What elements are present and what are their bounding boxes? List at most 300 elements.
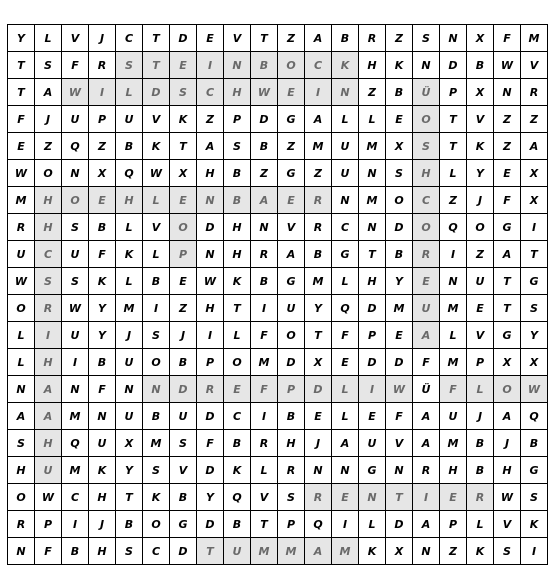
letter-cell[interactable]: A — [35, 79, 62, 106]
letter-cell[interactable]: M — [440, 430, 467, 457]
letter-cell[interactable]: S — [521, 295, 548, 322]
letter-cell[interactable]: P — [35, 511, 62, 538]
letter-cell[interactable]: T — [8, 79, 35, 106]
letter-cell[interactable]: K — [224, 457, 251, 484]
letter-cell[interactable]: M — [386, 295, 413, 322]
letter-cell[interactable]: M — [359, 133, 386, 160]
letter-cell[interactable]: I — [440, 241, 467, 268]
letter-cell[interactable]: O — [494, 376, 521, 403]
letter-cell[interactable]: A — [494, 403, 521, 430]
letter-cell[interactable]: H — [35, 430, 62, 457]
letter-cell[interactable]: D — [386, 349, 413, 376]
letter-cell[interactable]: Z — [278, 133, 305, 160]
letter-cell[interactable]: N — [116, 376, 143, 403]
letter-cell[interactable]: C — [224, 403, 251, 430]
letter-cell[interactable]: A — [278, 241, 305, 268]
letter-cell[interactable]: S — [413, 133, 440, 160]
letter-cell[interactable]: I — [413, 484, 440, 511]
letter-cell[interactable]: U — [116, 349, 143, 376]
letter-cell[interactable]: T — [494, 295, 521, 322]
letter-cell[interactable]: B — [251, 268, 278, 295]
letter-cell[interactable]: T — [143, 52, 170, 79]
letter-cell[interactable]: O — [35, 160, 62, 187]
letter-cell[interactable]: U — [116, 403, 143, 430]
letter-cell[interactable]: U — [467, 268, 494, 295]
letter-cell[interactable]: E — [440, 484, 467, 511]
letter-cell[interactable]: I — [521, 538, 548, 565]
letter-cell[interactable]: S — [521, 484, 548, 511]
letter-cell[interactable]: T — [251, 511, 278, 538]
letter-cell[interactable]: R — [305, 187, 332, 214]
letter-cell[interactable]: X — [386, 133, 413, 160]
letter-cell[interactable]: B — [89, 349, 116, 376]
letter-cell[interactable]: U — [62, 322, 89, 349]
letter-cell[interactable]: H — [89, 484, 116, 511]
letter-cell[interactable]: U — [62, 241, 89, 268]
letter-cell[interactable]: I — [359, 376, 386, 403]
letter-cell[interactable]: X — [305, 349, 332, 376]
letter-cell[interactable]: B — [224, 187, 251, 214]
letter-cell[interactable]: J — [89, 25, 116, 52]
letter-cell[interactable]: Y — [305, 295, 332, 322]
letter-cell[interactable]: F — [332, 322, 359, 349]
letter-cell[interactable]: B — [224, 511, 251, 538]
letter-cell[interactable]: U — [413, 295, 440, 322]
letter-cell[interactable]: L — [35, 25, 62, 52]
letter-cell[interactable]: A — [413, 430, 440, 457]
letter-cell[interactable]: G — [278, 160, 305, 187]
letter-cell[interactable]: A — [413, 511, 440, 538]
letter-cell[interactable]: L — [332, 106, 359, 133]
letter-cell[interactable]: H — [278, 430, 305, 457]
letter-cell[interactable]: O — [170, 214, 197, 241]
letter-cell[interactable]: D — [170, 538, 197, 565]
letter-cell[interactable]: B — [89, 214, 116, 241]
letter-cell[interactable]: R — [197, 376, 224, 403]
letter-cell[interactable]: U — [278, 295, 305, 322]
letter-cell[interactable]: Q — [521, 403, 548, 430]
letter-cell[interactable]: Q — [305, 511, 332, 538]
letter-cell[interactable]: G — [494, 322, 521, 349]
letter-cell[interactable]: B — [170, 484, 197, 511]
letter-cell[interactable]: S — [116, 52, 143, 79]
letter-cell[interactable]: Y — [467, 160, 494, 187]
letter-cell[interactable]: R — [359, 25, 386, 52]
letter-cell[interactable]: W — [521, 376, 548, 403]
letter-cell[interactable]: W — [143, 160, 170, 187]
letter-cell[interactable]: A — [35, 376, 62, 403]
letter-cell[interactable]: K — [359, 538, 386, 565]
letter-cell[interactable]: W — [8, 160, 35, 187]
letter-cell[interactable]: N — [332, 79, 359, 106]
letter-cell[interactable]: R — [251, 241, 278, 268]
letter-cell[interactable]: F — [494, 25, 521, 52]
letter-cell[interactable]: O — [467, 214, 494, 241]
letter-cell[interactable]: X — [467, 25, 494, 52]
letter-cell[interactable]: T — [143, 25, 170, 52]
letter-cell[interactable]: V — [494, 511, 521, 538]
letter-cell[interactable]: O — [224, 349, 251, 376]
letter-cell[interactable]: Q — [116, 160, 143, 187]
letter-cell[interactable]: C — [413, 187, 440, 214]
letter-cell[interactable]: Q — [62, 430, 89, 457]
letter-cell[interactable]: J — [116, 322, 143, 349]
letter-cell[interactable]: Q — [62, 133, 89, 160]
letter-cell[interactable]: T — [224, 295, 251, 322]
letter-cell[interactable]: G — [278, 106, 305, 133]
letter-cell[interactable]: M — [8, 187, 35, 214]
letter-cell[interactable]: Y — [89, 295, 116, 322]
letter-cell[interactable]: Z — [521, 106, 548, 133]
letter-cell[interactable]: O — [143, 349, 170, 376]
letter-cell[interactable]: T — [305, 322, 332, 349]
letter-cell[interactable]: M — [251, 538, 278, 565]
letter-cell[interactable]: Q — [332, 295, 359, 322]
letter-cell[interactable]: N — [62, 376, 89, 403]
letter-cell[interactable]: R — [8, 214, 35, 241]
letter-cell[interactable]: T — [197, 538, 224, 565]
letter-cell[interactable]: R — [305, 484, 332, 511]
letter-cell[interactable]: I — [197, 52, 224, 79]
letter-cell[interactable]: E — [386, 106, 413, 133]
letter-cell[interactable]: N — [143, 376, 170, 403]
letter-cell[interactable]: J — [494, 430, 521, 457]
letter-cell[interactable]: N — [413, 538, 440, 565]
letter-cell[interactable]: A — [305, 106, 332, 133]
letter-cell[interactable]: K — [143, 484, 170, 511]
letter-cell[interactable]: D — [170, 25, 197, 52]
letter-cell[interactable]: C — [116, 25, 143, 52]
letter-cell[interactable]: I — [197, 322, 224, 349]
letter-cell[interactable]: G — [521, 268, 548, 295]
letter-cell[interactable]: F — [251, 322, 278, 349]
letter-cell[interactable]: F — [440, 376, 467, 403]
letter-cell[interactable]: N — [8, 538, 35, 565]
letter-cell[interactable]: J — [305, 430, 332, 457]
letter-cell[interactable]: A — [305, 538, 332, 565]
letter-cell[interactable]: M — [440, 295, 467, 322]
letter-cell[interactable]: U — [170, 403, 197, 430]
letter-cell[interactable]: B — [386, 79, 413, 106]
letter-cell[interactable]: D — [278, 349, 305, 376]
letter-cell[interactable]: T — [440, 106, 467, 133]
letter-cell[interactable]: T — [8, 52, 35, 79]
letter-cell[interactable]: E — [224, 376, 251, 403]
letter-cell[interactable]: B — [467, 457, 494, 484]
letter-cell[interactable]: E — [332, 349, 359, 376]
letter-cell[interactable]: W — [62, 295, 89, 322]
letter-cell[interactable]: N — [197, 187, 224, 214]
letter-cell[interactable]: X — [89, 160, 116, 187]
letter-cell[interactable]: U — [8, 241, 35, 268]
letter-cell[interactable]: X — [521, 160, 548, 187]
letter-cell[interactable]: L — [332, 376, 359, 403]
letter-cell[interactable]: D — [359, 295, 386, 322]
letter-cell[interactable]: P — [197, 349, 224, 376]
letter-cell[interactable]: N — [62, 160, 89, 187]
letter-cell[interactable]: I — [521, 214, 548, 241]
letter-cell[interactable]: T — [521, 241, 548, 268]
letter-cell[interactable]: V — [62, 25, 89, 52]
letter-cell[interactable]: H — [35, 214, 62, 241]
letter-cell[interactable]: M — [62, 403, 89, 430]
letter-cell[interactable]: N — [224, 52, 251, 79]
letter-cell[interactable]: I — [332, 511, 359, 538]
letter-cell[interactable]: N — [440, 268, 467, 295]
letter-cell[interactable]: T — [359, 241, 386, 268]
letter-cell[interactable]: Z — [494, 106, 521, 133]
letter-cell[interactable]: K — [224, 268, 251, 295]
letter-cell[interactable]: H — [224, 214, 251, 241]
letter-cell[interactable]: X — [494, 349, 521, 376]
letter-cell[interactable]: W — [494, 52, 521, 79]
letter-cell[interactable]: D — [143, 79, 170, 106]
letter-cell[interactable]: C — [143, 538, 170, 565]
letter-cell[interactable]: E — [170, 52, 197, 79]
letter-cell[interactable]: R — [413, 241, 440, 268]
letter-cell[interactable]: H — [224, 79, 251, 106]
letter-cell[interactable]: O — [413, 214, 440, 241]
letter-cell[interactable]: Z — [197, 106, 224, 133]
letter-cell[interactable]: J — [89, 511, 116, 538]
letter-cell[interactable]: M — [305, 133, 332, 160]
letter-cell[interactable]: A — [8, 403, 35, 430]
letter-cell[interactable]: V — [467, 106, 494, 133]
letter-cell[interactable]: I — [251, 295, 278, 322]
letter-cell[interactable]: T — [170, 133, 197, 160]
letter-cell[interactable]: W — [494, 484, 521, 511]
letter-cell[interactable]: Z — [251, 160, 278, 187]
letter-cell[interactable]: B — [170, 349, 197, 376]
letter-cell[interactable]: W — [251, 79, 278, 106]
letter-cell[interactable]: D — [386, 511, 413, 538]
letter-cell[interactable]: U — [116, 106, 143, 133]
letter-cell[interactable]: V — [143, 106, 170, 133]
letter-cell[interactable]: E — [89, 187, 116, 214]
letter-cell[interactable]: E — [494, 160, 521, 187]
letter-cell[interactable]: N — [359, 484, 386, 511]
letter-cell[interactable]: U — [332, 160, 359, 187]
letter-cell[interactable]: K — [521, 511, 548, 538]
letter-cell[interactable]: F — [89, 241, 116, 268]
letter-cell[interactable]: S — [413, 25, 440, 52]
letter-cell[interactable]: W — [197, 268, 224, 295]
letter-cell[interactable]: D — [197, 457, 224, 484]
letter-cell[interactable]: M — [251, 349, 278, 376]
letter-cell[interactable]: C — [305, 52, 332, 79]
letter-cell[interactable]: G — [521, 457, 548, 484]
letter-cell[interactable]: P — [278, 376, 305, 403]
letter-cell[interactable]: P — [278, 511, 305, 538]
letter-cell[interactable]: Q — [440, 214, 467, 241]
letter-cell[interactable]: N — [332, 457, 359, 484]
letter-cell[interactable]: Y — [116, 457, 143, 484]
letter-cell[interactable]: B — [143, 403, 170, 430]
letter-cell[interactable]: V — [278, 214, 305, 241]
letter-cell[interactable]: O — [8, 295, 35, 322]
letter-cell[interactable]: O — [413, 106, 440, 133]
letter-cell[interactable]: F — [494, 187, 521, 214]
letter-cell[interactable]: M — [305, 268, 332, 295]
letter-cell[interactable]: C — [62, 484, 89, 511]
letter-cell[interactable]: F — [413, 349, 440, 376]
letter-cell[interactable]: D — [251, 106, 278, 133]
letter-cell[interactable]: V — [521, 52, 548, 79]
letter-cell[interactable]: D — [386, 214, 413, 241]
letter-cell[interactable]: S — [143, 457, 170, 484]
letter-cell[interactable]: H — [359, 268, 386, 295]
letter-cell[interactable]: O — [8, 484, 35, 511]
letter-cell[interactable]: P — [440, 79, 467, 106]
letter-cell[interactable]: B — [521, 430, 548, 457]
letter-cell[interactable]: I — [143, 295, 170, 322]
letter-cell[interactable]: R — [413, 457, 440, 484]
letter-cell[interactable]: B — [251, 133, 278, 160]
letter-cell[interactable]: L — [8, 322, 35, 349]
letter-cell[interactable]: P — [359, 322, 386, 349]
letter-cell[interactable]: I — [305, 79, 332, 106]
letter-cell[interactable]: T — [251, 25, 278, 52]
letter-cell[interactable]: B — [116, 511, 143, 538]
letter-cell[interactable]: A — [332, 430, 359, 457]
letter-cell[interactable]: N — [359, 214, 386, 241]
letter-cell[interactable]: F — [197, 430, 224, 457]
letter-cell[interactable]: L — [116, 214, 143, 241]
letter-cell[interactable]: L — [467, 511, 494, 538]
letter-cell[interactable]: E — [197, 25, 224, 52]
letter-cell[interactable]: U — [332, 133, 359, 160]
letter-cell[interactable]: O — [386, 187, 413, 214]
letter-cell[interactable]: R — [35, 295, 62, 322]
letter-cell[interactable]: B — [251, 52, 278, 79]
letter-cell[interactable]: A — [197, 133, 224, 160]
letter-cell[interactable]: S — [494, 538, 521, 565]
letter-cell[interactable]: W — [35, 484, 62, 511]
letter-cell[interactable]: C — [197, 79, 224, 106]
letter-cell[interactable]: P — [224, 106, 251, 133]
letter-cell[interactable]: H — [359, 52, 386, 79]
letter-cell[interactable]: L — [251, 457, 278, 484]
letter-cell[interactable]: E — [170, 268, 197, 295]
letter-cell[interactable]: W — [386, 376, 413, 403]
letter-cell[interactable]: H — [440, 457, 467, 484]
letter-cell[interactable]: H — [197, 160, 224, 187]
letter-cell[interactable]: S — [35, 268, 62, 295]
letter-cell[interactable]: D — [197, 403, 224, 430]
letter-cell[interactable]: K — [170, 106, 197, 133]
letter-cell[interactable]: M — [278, 538, 305, 565]
letter-cell[interactable]: F — [89, 376, 116, 403]
letter-cell[interactable]: D — [305, 376, 332, 403]
letter-cell[interactable]: D — [197, 214, 224, 241]
letter-cell[interactable]: A — [413, 322, 440, 349]
letter-cell[interactable]: Z — [170, 295, 197, 322]
letter-cell[interactable]: H — [494, 457, 521, 484]
letter-cell[interactable]: J — [467, 403, 494, 430]
letter-cell[interactable]: H — [116, 187, 143, 214]
letter-cell[interactable]: K — [467, 133, 494, 160]
letter-cell[interactable]: X — [521, 349, 548, 376]
letter-cell[interactable]: K — [332, 52, 359, 79]
letter-cell[interactable]: I — [251, 403, 278, 430]
letter-cell[interactable]: B — [467, 52, 494, 79]
letter-cell[interactable]: R — [251, 430, 278, 457]
letter-cell[interactable]: Y — [197, 484, 224, 511]
letter-cell[interactable]: A — [521, 133, 548, 160]
letter-cell[interactable]: Q — [224, 484, 251, 511]
letter-cell[interactable]: E — [278, 187, 305, 214]
letter-cell[interactable]: E — [332, 484, 359, 511]
letter-cell[interactable]: X — [386, 538, 413, 565]
letter-cell[interactable]: U — [224, 538, 251, 565]
letter-cell[interactable]: B — [62, 538, 89, 565]
letter-cell[interactable]: S — [62, 268, 89, 295]
letter-cell[interactable]: F — [8, 106, 35, 133]
letter-cell[interactable]: K — [143, 133, 170, 160]
letter-cell[interactable]: Z — [440, 538, 467, 565]
letter-cell[interactable]: I — [89, 79, 116, 106]
letter-cell[interactable]: D — [197, 511, 224, 538]
letter-cell[interactable]: R — [467, 484, 494, 511]
letter-cell[interactable]: E — [386, 322, 413, 349]
letter-cell[interactable]: E — [305, 403, 332, 430]
letter-cell[interactable]: K — [467, 538, 494, 565]
letter-cell[interactable]: Z — [278, 25, 305, 52]
letter-cell[interactable]: W — [62, 79, 89, 106]
letter-cell[interactable]: L — [332, 403, 359, 430]
letter-cell[interactable]: E — [413, 268, 440, 295]
letter-cell[interactable]: K — [116, 241, 143, 268]
letter-cell[interactable]: A — [305, 25, 332, 52]
letter-cell[interactable]: N — [386, 457, 413, 484]
letter-cell[interactable]: F — [62, 52, 89, 79]
letter-cell[interactable]: M — [143, 430, 170, 457]
letter-cell[interactable]: G — [170, 511, 197, 538]
letter-cell[interactable]: R — [521, 79, 548, 106]
letter-cell[interactable]: I — [62, 349, 89, 376]
letter-cell[interactable]: M — [521, 25, 548, 52]
letter-cell[interactable]: W — [8, 268, 35, 295]
letter-cell[interactable]: S — [62, 214, 89, 241]
letter-cell[interactable]: E — [170, 187, 197, 214]
letter-cell[interactable]: X — [116, 430, 143, 457]
letter-cell[interactable]: Ü — [413, 79, 440, 106]
letter-cell[interactable]: J — [467, 187, 494, 214]
letter-cell[interactable]: S — [386, 160, 413, 187]
letter-cell[interactable]: D — [359, 349, 386, 376]
letter-cell[interactable]: K — [89, 268, 116, 295]
letter-cell[interactable]: H — [197, 295, 224, 322]
letter-cell[interactable]: S — [8, 430, 35, 457]
letter-cell[interactable]: U — [35, 457, 62, 484]
letter-cell[interactable]: T — [440, 133, 467, 160]
letter-cell[interactable]: V — [143, 214, 170, 241]
letter-cell[interactable]: P — [440, 511, 467, 538]
letter-cell[interactable]: X — [170, 160, 197, 187]
letter-cell[interactable]: M — [359, 187, 386, 214]
letter-cell[interactable]: J — [170, 322, 197, 349]
letter-cell[interactable]: Y — [89, 322, 116, 349]
letter-cell[interactable]: N — [440, 25, 467, 52]
letter-cell[interactable]: E — [8, 133, 35, 160]
letter-cell[interactable]: T — [386, 484, 413, 511]
letter-cell[interactable]: P — [170, 241, 197, 268]
letter-cell[interactable]: X — [467, 79, 494, 106]
letter-cell[interactable]: N — [305, 457, 332, 484]
letter-cell[interactable]: N — [251, 214, 278, 241]
letter-cell[interactable]: L — [467, 376, 494, 403]
letter-cell[interactable]: C — [35, 241, 62, 268]
